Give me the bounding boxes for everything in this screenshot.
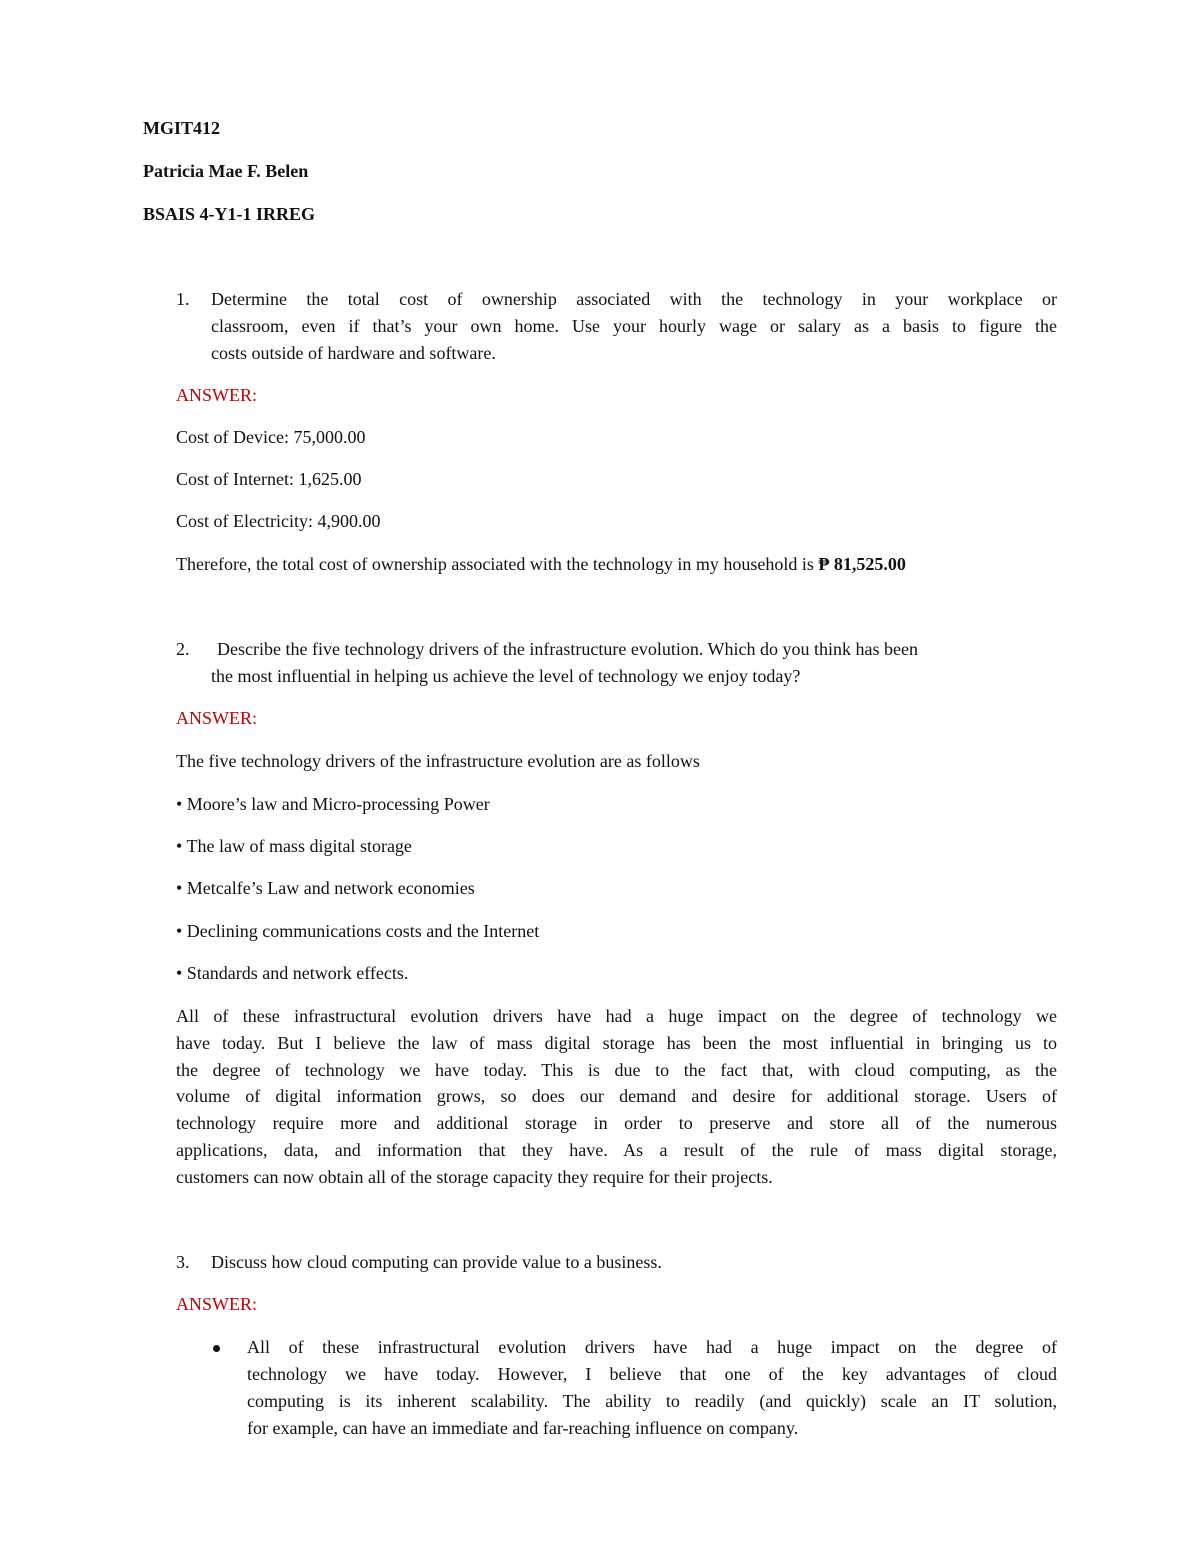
q3-bullet-line: All of these infrastructural evolution drivers have had a huge impact on the degree of bbox=[247, 1337, 1057, 1357]
q3-bullet-line: for example, can have an immediate and far-reaching influence on company. bbox=[247, 1418, 799, 1438]
q1-conclusion-text: Therefore, the total cost of ownership associated with the technology in my household is bbox=[176, 554, 814, 574]
q1-line: Determine the total cost of ownership associated with the technology in your workplace or bbox=[211, 289, 1057, 309]
driver-item: • Standards and network effects. bbox=[176, 963, 409, 983]
driver-item: • Moore’s law and Micro-processing Power bbox=[176, 794, 490, 814]
q3-bullet-line: computing is its inherent scalability. The ability to readily (and quickly) scale an IT solution, bbox=[247, 1391, 1057, 1411]
driver-item: • The law of mass digital storage bbox=[176, 836, 412, 856]
q1-total: ₱ 81,525.00 bbox=[818, 554, 906, 574]
q1-conclusion bbox=[176, 554, 906, 575]
cost-item: Cost of Internet: 1,625.00 bbox=[176, 469, 362, 489]
q2-number: 2. bbox=[176, 639, 190, 659]
driver-item: • Declining communications costs and the Internet bbox=[176, 921, 540, 941]
course-code: MGIT412 bbox=[143, 118, 221, 138]
q2-paragraph-line: technology require more and additional storage in order to preserve and store all of the numerous bbox=[176, 1113, 1057, 1133]
student-section: BSAIS 4-Y1-1 IRREG bbox=[143, 204, 316, 224]
q3-bullet-line: technology we have today. However, I believe that one of the key advantages of cloud bbox=[247, 1364, 1057, 1384]
q2-paragraph-line: customers can now obtain all of the storage capacity they require for their projects. bbox=[176, 1167, 773, 1187]
q2-line: Describe the five technology drivers of the infrastructure evolution. Which do you think has been bbox=[217, 639, 918, 659]
cost-item: Cost of Device: 75,000.00 bbox=[176, 427, 366, 447]
q2-paragraph-line: volume of digital information grows, so does our demand and desire for additional storage. Users of bbox=[176, 1086, 1057, 1106]
q2-paragraph-line: have today. But I believe the law of mass digital storage has been the most influential in bringing us to bbox=[176, 1033, 1057, 1053]
q2-paragraph-line: applications, data, and information that they have. As a result of the rule of mass digital storage, bbox=[176, 1140, 1057, 1160]
q1-line: classroom, even if that’s your own home. Use your hourly wage or salary as a basis to figure the bbox=[211, 316, 1057, 336]
q2-line: the most influential in helping us achieve the level of technology we enjoy today? bbox=[211, 666, 801, 686]
q2-answer-label: ANSWER: bbox=[176, 708, 257, 728]
q3-question: Discuss how cloud computing can provide value to a business. bbox=[211, 1252, 662, 1272]
q2-paragraph-line: All of these infrastructural evolution drivers have had a huge impact on the degree of technology we bbox=[176, 1006, 1057, 1026]
q1-number: 1. bbox=[176, 289, 190, 309]
student-name: Patricia Mae F. Belen bbox=[143, 161, 309, 181]
bullet-icon bbox=[213, 1345, 220, 1352]
q3-answer-label: ANSWER: bbox=[176, 1294, 257, 1314]
q2-intro: The five technology drivers of the infrastructure evolution are as follows bbox=[176, 751, 700, 771]
q3-number: 3. bbox=[176, 1252, 190, 1272]
driver-item: • Metcalfe’s Law and network economies bbox=[176, 878, 475, 898]
q1-line: costs outside of hardware and software. bbox=[211, 343, 496, 363]
q1-answer-label: ANSWER: bbox=[176, 385, 257, 405]
cost-item: Cost of Electricity: 4,900.00 bbox=[176, 511, 381, 531]
q2-paragraph-line: the degree of technology we have today. This is due to the fact that, with cloud computing, as the bbox=[176, 1060, 1057, 1080]
